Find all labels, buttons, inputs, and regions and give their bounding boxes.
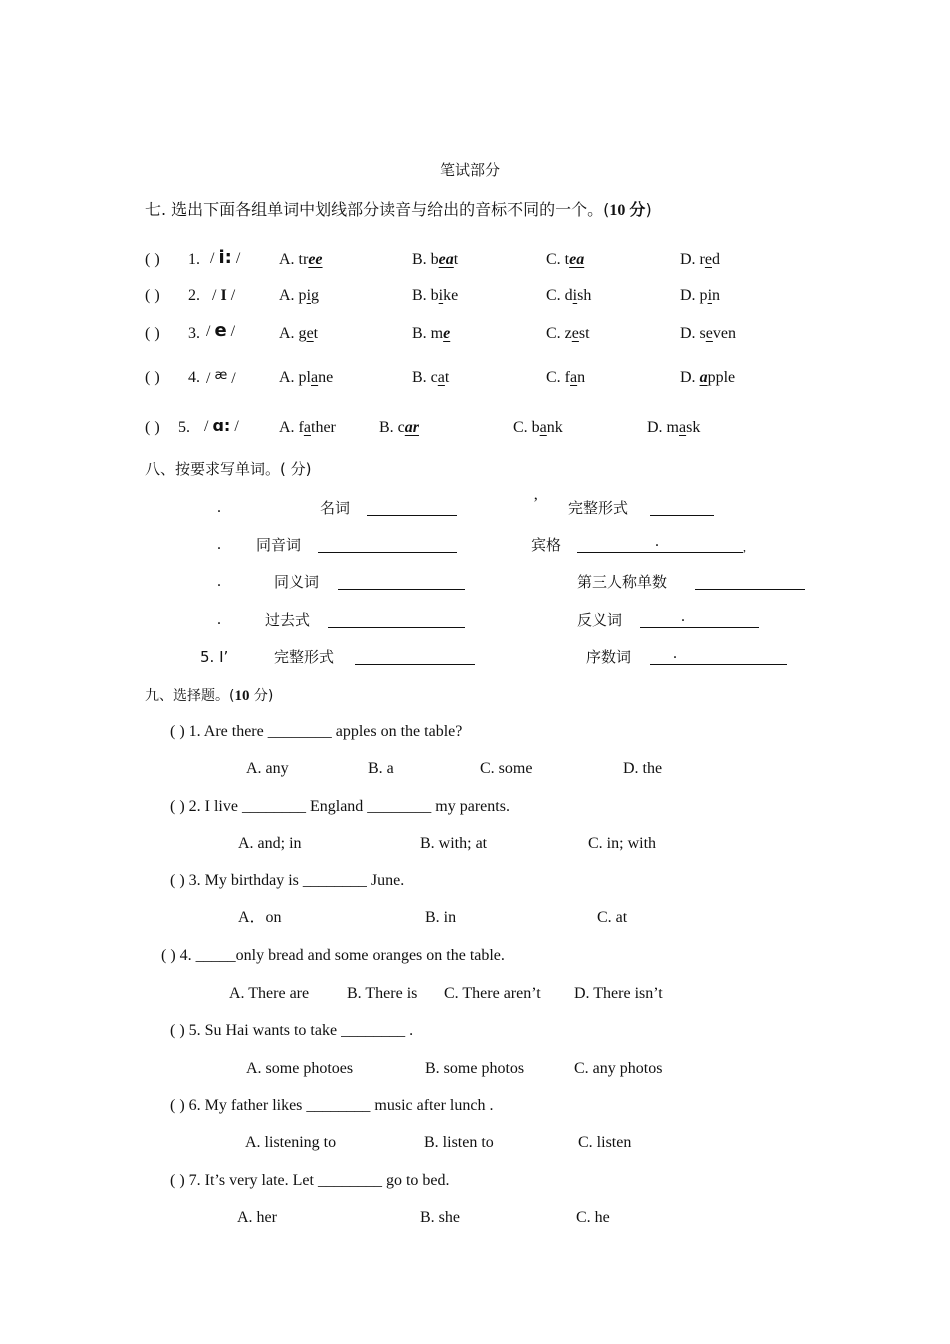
- ipa-symbol: / $^æ$ /: [206, 368, 236, 387]
- question-number: 5.: [178, 419, 190, 436]
- blank-mark: .: [681, 608, 685, 625]
- blank-mark: .: [655, 533, 659, 550]
- page-title: 笔试部分: [440, 161, 501, 179]
- ipa-symbol: / ɑ: /: [204, 416, 239, 435]
- answer-blank[interactable]: [650, 515, 714, 516]
- option-c: C. tea: [546, 251, 585, 268]
- option-a: A. pig: [279, 287, 320, 304]
- item-label: 同音词: [256, 536, 302, 554]
- section-7-close: ): [645, 200, 652, 219]
- choice-option[interactable]: C. in; with: [588, 835, 657, 852]
- answer-blank[interactable]: [338, 589, 465, 590]
- option-b: B. beat: [412, 251, 459, 268]
- section-7-heading: [145, 200, 652, 221]
- item-label: 过去式: [265, 611, 311, 629]
- option-b: B. me: [412, 325, 451, 342]
- answer-bracket[interactable]: ( ): [145, 251, 160, 268]
- choice-option[interactable]: B. some photos: [425, 1060, 525, 1077]
- item-label: 宾格: [531, 536, 562, 554]
- question-number: 1.: [188, 251, 200, 268]
- choice-option[interactable]: D. There isn’t: [574, 985, 663, 1002]
- choice-option[interactable]: B. a: [368, 760, 394, 777]
- choice-option[interactable]: C. he: [576, 1209, 610, 1226]
- ipa-symbol: / i: /: [210, 247, 241, 268]
- option-d: D. mask: [647, 419, 701, 436]
- answer-blank[interactable]: [328, 627, 465, 628]
- answer-blank[interactable]: [650, 664, 787, 665]
- answer-blank[interactable]: [318, 552, 457, 553]
- question-number: 2.: [188, 287, 200, 304]
- question-number: 3.: [188, 325, 200, 342]
- item-label: 名词: [320, 499, 351, 517]
- answer-bracket[interactable]: ( ): [145, 369, 160, 386]
- ipa-symbol: / e /: [206, 320, 236, 341]
- answer-blank[interactable]: [695, 589, 805, 590]
- option-a: A. plane: [279, 369, 334, 386]
- item-label: 反义词: [577, 611, 623, 629]
- option-d: D. seven: [680, 325, 736, 342]
- ipa-symbol: / I /: [212, 287, 236, 304]
- option-b: B. car: [379, 419, 420, 436]
- answer-bracket[interactable]: ( ): [145, 325, 160, 342]
- answer-blank[interactable]: [577, 552, 743, 553]
- section-9-heading: 九、选择题。(10 分): [145, 688, 274, 704]
- question-stem: ( ) 3. My birthday is ________ June.: [170, 872, 405, 889]
- option-a: A. get: [279, 325, 319, 342]
- option-d: D. apple: [680, 369, 736, 386]
- answer-blank[interactable]: [367, 515, 457, 516]
- question-stem: ( ) 5. Su Hai wants to take ________ .: [170, 1022, 414, 1039]
- choice-option[interactable]: C. listen: [578, 1134, 632, 1151]
- choice-option[interactable]: A. some photoes: [246, 1060, 354, 1077]
- choice-option[interactable]: A. listening to: [245, 1134, 337, 1151]
- item-label: 完整形式: [568, 499, 629, 517]
- section-8-heading: 八、按要求写单词。( 分): [145, 460, 312, 478]
- option-c: C. bank: [513, 419, 563, 436]
- question-stem: ( ) 6. My father likes ________ music after lunch .: [170, 1097, 494, 1114]
- choice-option[interactable]: B. she: [420, 1209, 460, 1226]
- answer-bracket[interactable]: ( ): [145, 419, 160, 436]
- option-c: C. fan: [546, 369, 586, 386]
- choice-option[interactable]: C. There aren’t: [444, 985, 541, 1002]
- choice-option[interactable]: A. any: [246, 760, 289, 777]
- option-c: C. dish: [546, 287, 592, 304]
- choice-option[interactable]: C. any photos: [574, 1060, 663, 1077]
- option-a: A. father: [279, 419, 336, 436]
- blank-mark: .: [673, 645, 677, 662]
- item-label: 同义词: [274, 573, 320, 591]
- option-c: C. zest: [546, 325, 590, 342]
- item-label: 完整形式: [274, 648, 335, 666]
- choice-option[interactable]: A. her: [237, 1209, 277, 1226]
- trail-mark: ,: [743, 540, 746, 554]
- option-d: D. red: [680, 251, 720, 268]
- choice-option[interactable]: B. in: [425, 909, 457, 926]
- choice-option[interactable]: C. some: [480, 760, 533, 777]
- item-prefix: 5. I’: [200, 648, 229, 666]
- answer-blank[interactable]: [355, 664, 475, 665]
- item-label: 序数词: [586, 648, 632, 666]
- item-prefix: ’: [533, 495, 539, 512]
- question-stem: ( ) 1. Are there ________ apples on the table?: [170, 723, 463, 740]
- choice-option[interactable]: C. at: [597, 909, 628, 926]
- answer-bracket[interactable]: ( ): [145, 287, 160, 304]
- choice-option[interactable]: B. with; at: [420, 835, 488, 852]
- question-stem: ( ) 7. It’s very late. Let ________ go to bed.: [170, 1172, 450, 1189]
- section-7-points: 10 分: [609, 202, 646, 219]
- question-stem: ( ) 4. _____only bread and some oranges on the table.: [161, 947, 505, 964]
- option-b: B. bike: [412, 287, 459, 304]
- section-7-heading-text: 七. 选出下面各组单词中划线部分读音与给出的音标不同的一个。(: [145, 200, 610, 219]
- item-label: 第三人称单数: [577, 573, 668, 591]
- choice-option[interactable]: A．on: [238, 909, 282, 926]
- option-a: A. tree: [279, 251, 323, 268]
- answer-blank[interactable]: [640, 627, 759, 628]
- item-prefix: .: [217, 573, 221, 590]
- item-prefix: .: [217, 499, 221, 516]
- choice-option[interactable]: A. There are: [229, 985, 310, 1002]
- question-stem: ( ) 2. I live ________ England ________ my parents.: [170, 798, 510, 815]
- choice-option[interactable]: B. listen to: [424, 1134, 494, 1151]
- option-d: D. pin: [680, 287, 721, 304]
- choice-option[interactable]: D. the: [623, 760, 663, 777]
- choice-option[interactable]: A. and; in: [238, 835, 302, 852]
- item-prefix: .: [217, 611, 221, 628]
- option-b: B. cat: [412, 369, 450, 386]
- item-prefix: .: [217, 536, 221, 553]
- choice-option[interactable]: B. There is: [347, 985, 418, 1002]
- question-number: 4.: [188, 369, 200, 386]
